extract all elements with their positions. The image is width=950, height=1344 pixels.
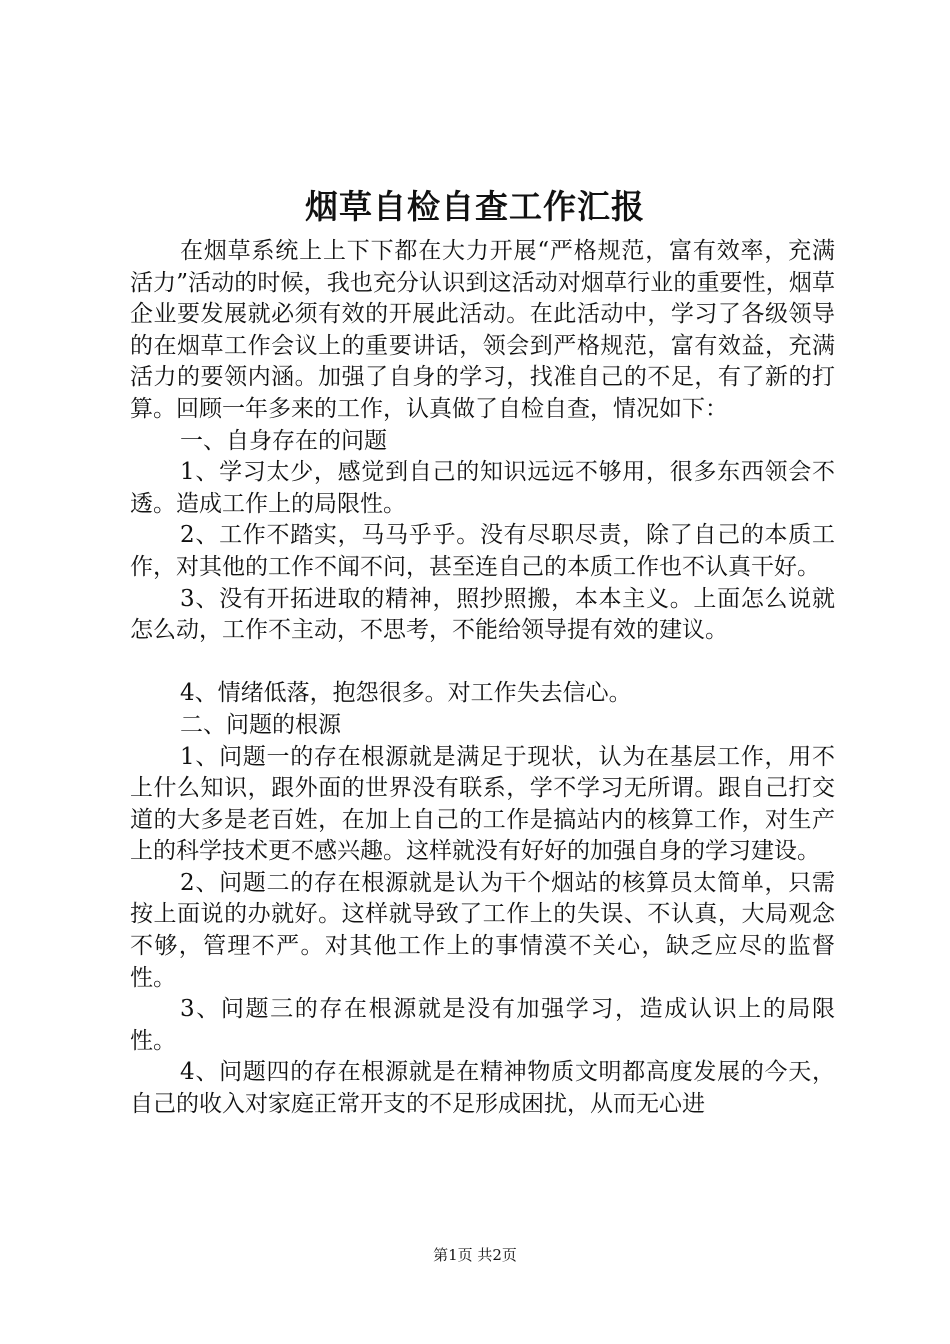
paragraph-problem-2: 2、工作不踏实，马马乎乎。没有尽职尽责，除了自己的本质工作，对其他的工作不闻不问，甚至连自己的本质工作也不认真干好。 — [130, 522, 835, 580]
page-footer: 第1页 共2页 — [433, 1246, 517, 1264]
document-title: 烟草自检自查工作汇报 — [305, 187, 645, 226]
paragraph-problem-4: 4、情绪低落，抱怨很多。对工作失去信心。 — [180, 680, 632, 707]
document-body — [130, 236, 835, 1121]
paragraph-cause-2: 2、问题二的存在根源就是认为干个烟站的核算员太简单，只需按上面说的办就好。这样就导致了工作上的失误、不认真，大局观念不够，管理不严。对其他工作上的事情漠不关心，缺乏应尽的监督性。 — [130, 869, 835, 991]
section-heading-root-causes: 二、问题的根源 — [180, 711, 341, 738]
section-heading-problems: 一、自身存在的问题 — [180, 427, 387, 454]
paragraph-cause-4: 4、问题四的存在根源就是在精神物质文明都高度发展的今天，自己的收入对家庭正常开支的不足形成困扰，从而无心进 — [130, 1059, 835, 1118]
paragraph-intro: 在烟草系统上上下下都在大力开展“严格规范，富有效率，充满活力”活动的时候，我也充分认识到这活动对烟草行业的重要性，烟草企业要发展就必须有效的开展此活动。在此活动中，学习了各级领导的在烟草工作会议上的重要讲话，领会到严格规范，富有效益，充满活力的要领内涵。加强了自身的学习，找准自己的不足，有了新的打算。回顾一年多来的工作，认真做了自检自查，情况如下： — [130, 238, 835, 422]
paragraph-problem-1: 1、学习太少，感觉到自己的知识远远不够用，很多东西领会不透。造成工作上的局限性。 — [130, 459, 835, 517]
paragraph-problem-3: 3、没有开拓进取的精神，照抄照搬，本本主义。上面怎么说就怎么动，工作不主动，不思考，不能给领导提有效的建议。 — [130, 585, 835, 644]
paragraph-cause-3: 3、问题三的存在根源就是没有加强学习，造成认识上的局限性。 — [130, 996, 835, 1054]
paragraph-cause-1: 1、问题一的存在根源就是满足于现状，认为在基层工作，用不上什么知识，跟外面的世界没有联系，学不学习无所谓。跟自己打交道的大多是老百姓，在加上自己的工作是搞站内的核算工作，对生产上的科学技术更不感兴趣。这样就没有好好的加强自身的学习建设。 — [130, 743, 835, 865]
